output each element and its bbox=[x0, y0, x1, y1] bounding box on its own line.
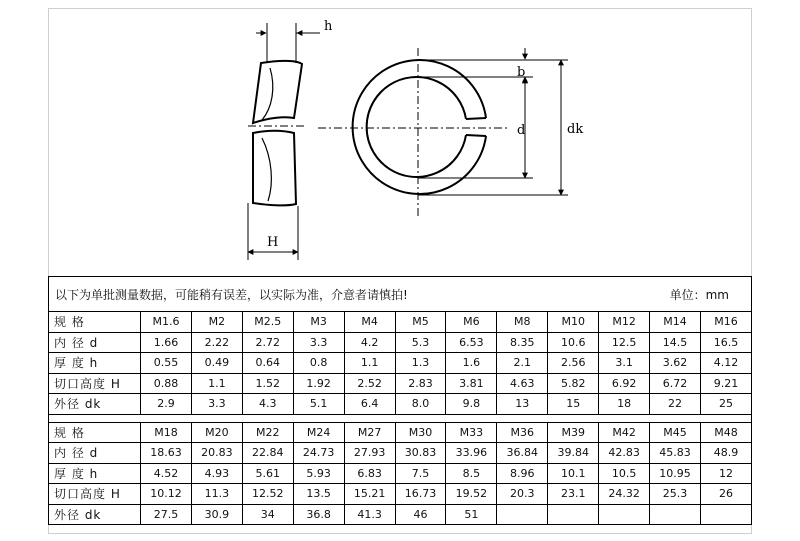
spec-table bbox=[48, 276, 752, 525]
table-cell: M12 bbox=[599, 312, 650, 333]
table-cell: 6.53 bbox=[446, 332, 497, 353]
table-cell: 8.96 bbox=[497, 463, 548, 484]
table-cell: 5.61 bbox=[242, 463, 293, 484]
table-cell: 13 bbox=[497, 394, 548, 415]
table-cell: 22.84 bbox=[242, 443, 293, 464]
measurement-note: 以下为单批测量数据，可能稍有误差，以实际为准，介意者请慎拍! bbox=[55, 287, 408, 302]
table-cell: 2.1 bbox=[497, 353, 548, 374]
table-cell: M24 bbox=[293, 422, 344, 443]
table-cell bbox=[650, 504, 701, 525]
table-cell: M42 bbox=[599, 422, 650, 443]
table-cell: 20.3 bbox=[497, 484, 548, 505]
table-cell: 2.72 bbox=[242, 332, 293, 353]
thickness-row-2 bbox=[49, 463, 752, 484]
table-cell: 2.9 bbox=[141, 394, 192, 415]
table-cell: M14 bbox=[650, 312, 701, 333]
table-cell: 16.5 bbox=[700, 332, 751, 353]
inner-diameter-row-2 bbox=[49, 443, 752, 464]
table-cell: 18 bbox=[599, 394, 650, 415]
table-cell: 3.1 bbox=[599, 353, 650, 374]
table-cell: 0.88 bbox=[141, 373, 192, 394]
table-cell: 45.83 bbox=[650, 443, 701, 464]
table-cell: 48.9 bbox=[700, 443, 751, 464]
table-cell: 2.22 bbox=[191, 332, 242, 353]
label-dk: dk bbox=[567, 122, 584, 137]
table-cell: 1.6 bbox=[446, 353, 497, 374]
row-label: 切口高度 H bbox=[49, 373, 141, 394]
table-cell: 33.96 bbox=[446, 443, 497, 464]
table-cell: 1.92 bbox=[293, 373, 344, 394]
table-cell: 25 bbox=[700, 394, 751, 415]
table-cell: 10.95 bbox=[650, 463, 701, 484]
separator-cell bbox=[49, 414, 752, 422]
table-cell: 12.5 bbox=[599, 332, 650, 353]
inner-diameter-row-1 bbox=[49, 332, 752, 353]
unit-label: 单位：mm bbox=[669, 287, 729, 302]
table-cell: 6.72 bbox=[650, 373, 701, 394]
table-cell bbox=[548, 504, 599, 525]
table-cell: 9.21 bbox=[700, 373, 751, 394]
note-row bbox=[49, 277, 752, 312]
table-cell: 10.12 bbox=[141, 484, 192, 505]
table-cell bbox=[599, 504, 650, 525]
row-label: 切口高度 H bbox=[49, 484, 141, 505]
table-cell: 0.64 bbox=[242, 353, 293, 374]
table-cell: 6.4 bbox=[344, 394, 395, 415]
cut-height-row-2 bbox=[49, 484, 752, 505]
table-cell: 15 bbox=[548, 394, 599, 415]
table-cell: 13.5 bbox=[293, 484, 344, 505]
table-cell: M36 bbox=[497, 422, 548, 443]
table-cell: 12 bbox=[700, 463, 751, 484]
table-cell: 26 bbox=[700, 484, 751, 505]
table-cell: 42.83 bbox=[599, 443, 650, 464]
table-cell: M3 bbox=[293, 312, 344, 333]
table-cell: 5.3 bbox=[395, 332, 446, 353]
table-cell: 12.52 bbox=[242, 484, 293, 505]
table-cell: 1.52 bbox=[242, 373, 293, 394]
table-cell: M48 bbox=[700, 422, 751, 443]
row-label: 厚 度 h bbox=[49, 353, 141, 374]
table-cell: 20.83 bbox=[191, 443, 242, 464]
table-cell: 24.73 bbox=[293, 443, 344, 464]
row-label: 规 格 bbox=[49, 422, 141, 443]
table-cell: 4.2 bbox=[344, 332, 395, 353]
table-cell: 1.1 bbox=[344, 353, 395, 374]
table-cell: 25.3 bbox=[650, 484, 701, 505]
table-cell: M33 bbox=[446, 422, 497, 443]
table-cell: 8.5 bbox=[446, 463, 497, 484]
size-row-1 bbox=[49, 312, 752, 333]
table-cell: 51 bbox=[446, 504, 497, 525]
table-cell: 27.93 bbox=[344, 443, 395, 464]
table-cell: 23.1 bbox=[548, 484, 599, 505]
table-cell: 2.83 bbox=[395, 373, 446, 394]
table-cell: M30 bbox=[395, 422, 446, 443]
row-label: 外径 dk bbox=[49, 394, 141, 415]
row-label: 厚 度 h bbox=[49, 463, 141, 484]
table-cell: 4.3 bbox=[242, 394, 293, 415]
row-label: 内 径 d bbox=[49, 332, 141, 353]
table-cell: 27.5 bbox=[141, 504, 192, 525]
label-b: b bbox=[517, 65, 526, 80]
table-cell: 2.56 bbox=[548, 353, 599, 374]
table-cell: 0.8 bbox=[293, 353, 344, 374]
table-cell: 39.84 bbox=[548, 443, 599, 464]
table-cell: 6.92 bbox=[599, 373, 650, 394]
outer-diameter-row-1 bbox=[49, 394, 752, 415]
row-label: 内 径 d bbox=[49, 443, 141, 464]
table-cell: 5.82 bbox=[548, 373, 599, 394]
table-cell: 18.63 bbox=[141, 443, 192, 464]
table-cell: 2.52 bbox=[344, 373, 395, 394]
table-cell: 4.52 bbox=[141, 463, 192, 484]
table-cell: M10 bbox=[548, 312, 599, 333]
table-cell: 1.3 bbox=[395, 353, 446, 374]
table-cell: 34 bbox=[242, 504, 293, 525]
table-cell: M18 bbox=[141, 422, 192, 443]
table-cell: M27 bbox=[344, 422, 395, 443]
table-cell: 10.1 bbox=[548, 463, 599, 484]
table-cell: 9.8 bbox=[446, 394, 497, 415]
label-d: d bbox=[517, 123, 526, 138]
row-label: 外径 dk bbox=[49, 504, 141, 525]
spec-table-container bbox=[48, 276, 752, 525]
block-separator bbox=[49, 414, 752, 422]
table-cell: M2 bbox=[191, 312, 242, 333]
table-cell: M5 bbox=[395, 312, 446, 333]
table-cell: 16.73 bbox=[395, 484, 446, 505]
table-cell: 3.3 bbox=[191, 394, 242, 415]
table-cell: 30.9 bbox=[191, 504, 242, 525]
table-cell: 19.52 bbox=[446, 484, 497, 505]
table-cell: M6 bbox=[446, 312, 497, 333]
table-cell: M20 bbox=[191, 422, 242, 443]
table-cell bbox=[700, 504, 751, 525]
size-row-2 bbox=[49, 422, 752, 443]
label-H: H bbox=[267, 235, 279, 250]
table-cell: 1.66 bbox=[141, 332, 192, 353]
table-cell: M22 bbox=[242, 422, 293, 443]
table-cell: M1.6 bbox=[141, 312, 192, 333]
cut-height-row-1 bbox=[49, 373, 752, 394]
table-cell: 4.12 bbox=[700, 353, 751, 374]
table-cell: 24.32 bbox=[599, 484, 650, 505]
table-cell: 10.6 bbox=[548, 332, 599, 353]
table-cell: 14.5 bbox=[650, 332, 701, 353]
washer-top-view bbox=[318, 48, 508, 218]
washer-side-view bbox=[248, 61, 306, 206]
table-cell: M45 bbox=[650, 422, 701, 443]
table-cell: 3.3 bbox=[293, 332, 344, 353]
table-cell bbox=[497, 504, 548, 525]
top-dimensions bbox=[418, 48, 568, 195]
table-cell: 46 bbox=[395, 504, 446, 525]
table-cell: 30.83 bbox=[395, 443, 446, 464]
table-cell: 41.3 bbox=[344, 504, 395, 525]
table-cell: 6.83 bbox=[344, 463, 395, 484]
table-cell: 22 bbox=[650, 394, 701, 415]
table-cell: 7.5 bbox=[395, 463, 446, 484]
table-cell: 4.93 bbox=[191, 463, 242, 484]
table-cell: 0.55 bbox=[141, 353, 192, 374]
table-cell: M16 bbox=[700, 312, 751, 333]
table-cell: M8 bbox=[497, 312, 548, 333]
outer-diameter-row-2 bbox=[49, 504, 752, 525]
side-dimensions bbox=[248, 23, 320, 260]
table-cell: 15.21 bbox=[344, 484, 395, 505]
table-cell: 8.35 bbox=[497, 332, 548, 353]
spring-washer-diagram bbox=[48, 8, 752, 266]
table-cell: 36.8 bbox=[293, 504, 344, 525]
table-cell: M2.5 bbox=[242, 312, 293, 333]
thickness-row-1 bbox=[49, 353, 752, 374]
table-cell: 1.1 bbox=[191, 373, 242, 394]
label-h: h bbox=[324, 19, 333, 34]
table-cell: 8.0 bbox=[395, 394, 446, 415]
table-cell: M39 bbox=[548, 422, 599, 443]
table-cell: 3.62 bbox=[650, 353, 701, 374]
table-cell: 36.84 bbox=[497, 443, 548, 464]
table-cell: M4 bbox=[344, 312, 395, 333]
table-cell: 5.93 bbox=[293, 463, 344, 484]
row-label: 规 格 bbox=[49, 312, 141, 333]
table-cell: 11.3 bbox=[191, 484, 242, 505]
table-cell: 3.81 bbox=[446, 373, 497, 394]
table-cell: 0.49 bbox=[191, 353, 242, 374]
table-cell: 5.1 bbox=[293, 394, 344, 415]
table-cell: 4.63 bbox=[497, 373, 548, 394]
table-cell: 10.5 bbox=[599, 463, 650, 484]
